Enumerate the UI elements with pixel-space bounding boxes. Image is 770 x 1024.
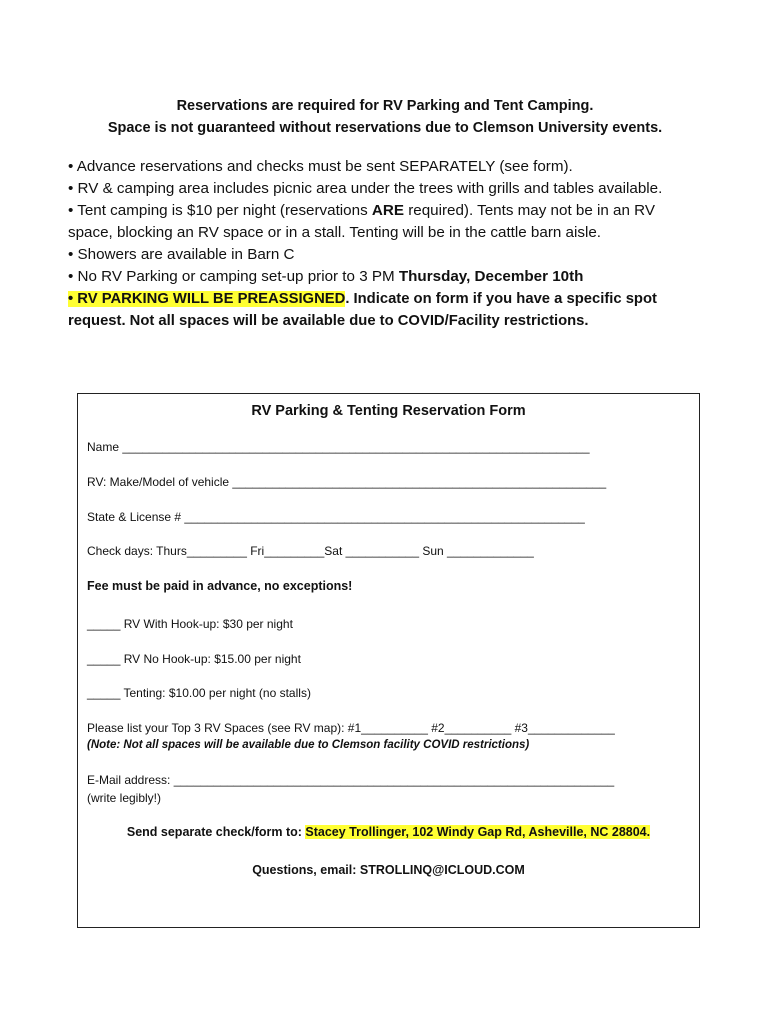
rv-no-hookup-option[interactable]: _____ RV No Hook-up: $15.00 per night <box>87 652 301 666</box>
email-field[interactable]: E-Mail address: __________________________________________________________________ <box>87 773 615 787</box>
preassigned-rest: . Indicate on form if you have a specific spot <box>345 291 657 307</box>
send-label: Send separate check/form to: <box>126 825 306 839</box>
bullet-no-rv-date: Thursday, December 10th <box>398 268 584 285</box>
bullet-preassigned-continuation: request. Not all spaces will be available due to COVID/Facility restrictions. <box>68 313 589 329</box>
questions-line: Questions, email: STROLLINQ@ICLOUD.COM <box>252 863 525 877</box>
name-field[interactable]: Name ______________________________________________________________________ <box>87 440 590 454</box>
reservation-form <box>77 393 700 928</box>
bullet-showers: • Showers are available in Barn C <box>68 246 295 263</box>
send-to-line <box>78 825 699 839</box>
header-line-1: Reservations are required for RV Parking and Tent Camping. <box>176 98 594 114</box>
top3-spaces-field[interactable]: Please list your Top 3 RV Spaces (see RV map): #1__________ #2__________ #3_____________ <box>87 721 615 735</box>
rv-hookup-option[interactable]: _____ RV With Hook-up: $30 per night <box>87 617 293 631</box>
check-days-field[interactable]: Check days: Thurs_________ Fri_________Sat ___________ Sun _____________ <box>87 544 534 558</box>
top3-note: (Note: Not all spaces will be available due to Clemson facility COVID restrictions) <box>87 739 530 751</box>
bullet-camping-area: • RV & camping area includes picnic area under the trees with grills and tables available. <box>68 180 663 197</box>
bullet-no-rv-parking <box>68 266 718 288</box>
info-bullets <box>68 156 718 332</box>
header-line-2: Space is not guaranteed without reservations due to Clemson University events. <box>107 120 663 136</box>
bullet-no-rv-pre: • No RV Parking or camping set-up prior to 3 PM <box>68 268 399 285</box>
form-title: RV Parking & Tenting Reservation Form <box>251 403 526 419</box>
send-address: Stacey Trollinger, 102 Windy Gap Rd, Asheville, NC 28804. <box>305 825 651 839</box>
state-license-field[interactable]: State & License # ____________________________________________________________ <box>87 510 585 524</box>
bullet-tent-post: required). Tents may not be in an RV <box>403 202 655 219</box>
tenting-option[interactable]: _____ Tenting: $10.00 per night (no stalls) <box>87 686 311 700</box>
bullet-advance-reservations: • Advance reservations and checks must be sent SEPARATELY (see form). <box>68 158 573 175</box>
fee-note: Fee must be paid in advance, no exceptions! <box>87 579 353 593</box>
bullet-preassigned <box>68 288 718 310</box>
bullet-tent-pre: • Tent camping is $10 per night (reservations <box>68 202 372 219</box>
preassigned-highlight: • RV PARKING WILL BE PREASSIGNED <box>68 291 346 307</box>
bullet-tent-bold: ARE <box>371 202 404 219</box>
email-note: (write legibly!) <box>87 791 162 805</box>
bullet-tent-camping <box>68 200 718 222</box>
rv-make-model-field[interactable]: RV: Make/Model of vehicle ________________________________________________________ <box>87 475 607 489</box>
bullet-tent-continuation: space, blocking an RV space or in a stall. Tenting will be in the cattle barn aisle. <box>68 224 601 241</box>
